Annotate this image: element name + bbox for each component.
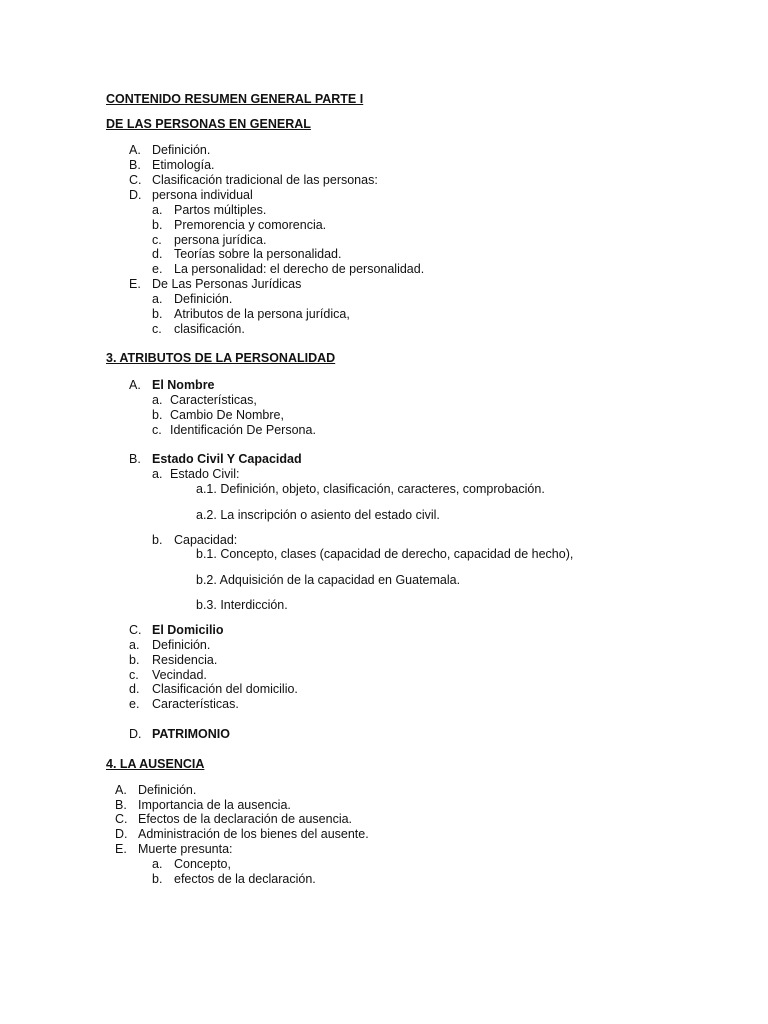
sublist-item: Características, xyxy=(170,393,257,407)
section-heading-ausencia: 4. LA AUSENCIA xyxy=(106,757,205,771)
list-marker: C. xyxy=(129,623,142,637)
sublist-marker: c. xyxy=(152,322,162,336)
sublist-item: Características. xyxy=(152,697,239,711)
sublist-marker: c. xyxy=(129,668,139,682)
sublist-item: efectos de la declaración. xyxy=(174,872,316,886)
sublist-marker: e. xyxy=(152,262,163,276)
list-marker: B. xyxy=(129,452,141,466)
sublist-marker: a. xyxy=(129,638,140,652)
list-marker: D. xyxy=(129,188,142,202)
list-marker: E. xyxy=(129,277,141,291)
sublist-item: Residencia. xyxy=(152,653,218,667)
sublist-marker: b. xyxy=(152,307,163,321)
list-item: De Las Personas Jurídicas xyxy=(152,277,302,291)
sublist-item: persona jurídica. xyxy=(174,233,267,247)
sublist-item: clasificación. xyxy=(174,322,245,336)
list-marker: E. xyxy=(115,842,127,856)
subheading-domicilio: El Domicilio xyxy=(152,623,224,637)
list-marker: C. xyxy=(115,812,128,826)
sublist-marker: d. xyxy=(129,682,140,696)
subheading-patrimonio: PATRIMONIO xyxy=(152,727,231,741)
sublist-item: Definición. xyxy=(152,638,211,652)
sublist-marker: b. xyxy=(152,218,163,232)
sublist-marker: c. xyxy=(152,423,162,437)
sublist-item: Partos múltiples. xyxy=(174,203,267,217)
detail-item: a.1. Definición, objeto, clasificación, caracteres, comprobación. xyxy=(196,482,545,496)
sublist-item: Identificación De Persona. xyxy=(170,423,316,437)
detail-item: b.1. Concepto, clases (capacidad de derecho, capacidad de hecho), xyxy=(196,547,574,561)
section-heading-atributos: 3. ATRIBUTOS DE LA PERSONALIDAD xyxy=(106,351,336,365)
list-item: Muerte presunta: xyxy=(138,842,233,856)
list-marker: D. xyxy=(115,827,128,841)
sublist-marker: a. xyxy=(152,292,163,306)
list-item: Importancia de la ausencia. xyxy=(138,798,291,812)
subheading-estado-civil: Estado Civil Y Capacidad xyxy=(152,452,302,466)
sublist-item: La personalidad: el derecho de personalidad. xyxy=(174,262,425,276)
sublist-item: Definición. xyxy=(174,292,233,306)
sublist-item: Vecindad. xyxy=(152,668,207,682)
list-marker: C. xyxy=(129,173,142,187)
sublist-marker: d. xyxy=(152,247,163,261)
list-marker: A. xyxy=(115,783,127,797)
sublist-marker: a. xyxy=(152,203,163,217)
sublist-marker: c. xyxy=(152,233,162,247)
detail-item: a.2. La inscripción o asiento del estado civil. xyxy=(196,508,440,522)
list-item: Definición. xyxy=(152,143,211,157)
list-marker: D. xyxy=(129,727,142,741)
list-item: persona individual xyxy=(152,188,253,202)
sublist-item: Cambio De Nombre, xyxy=(170,408,284,422)
section-heading-personas: DE LAS PERSONAS EN GENERAL xyxy=(106,117,311,131)
sublist-item: Estado Civil: xyxy=(170,467,240,481)
sublist-marker: a. xyxy=(152,393,163,407)
sublist-marker: b. xyxy=(152,408,163,422)
sublist-item: Atributos de la persona jurídica, xyxy=(174,307,350,321)
list-marker: A. xyxy=(129,378,141,392)
list-item: Definición. xyxy=(138,783,197,797)
list-item: Clasificación tradicional de las personas: xyxy=(152,173,378,187)
list-item: Administración de los bienes del ausente. xyxy=(138,827,369,841)
sublist-marker: b. xyxy=(129,653,140,667)
list-marker: B. xyxy=(129,158,141,172)
sublist-marker: b. xyxy=(152,533,163,547)
list-marker: B. xyxy=(115,798,127,812)
sublist-marker: a. xyxy=(152,857,163,871)
sublist-item: Concepto, xyxy=(174,857,231,871)
sublist-item: Premorencia y comorencia. xyxy=(174,218,327,232)
list-item: Efectos de la declaración de ausencia. xyxy=(138,812,353,826)
sublist-item: Teorías sobre la personalidad. xyxy=(174,247,342,261)
sublist-item: Clasificación del domicilio. xyxy=(152,682,298,696)
sublist-marker: a. xyxy=(152,467,163,481)
sublist-marker: b. xyxy=(152,872,163,886)
list-item: Etimología. xyxy=(152,158,215,172)
detail-item: b.3. Interdicción. xyxy=(196,598,288,612)
detail-item: b.2. Adquisición de la capacidad en Guatemala. xyxy=(196,573,461,587)
sublist-marker: e. xyxy=(129,697,140,711)
document-title: CONTENIDO RESUMEN GENERAL PARTE I xyxy=(106,92,364,106)
subheading-nombre: El Nombre xyxy=(152,378,215,392)
list-marker: A. xyxy=(129,143,141,157)
sublist-item: Capacidad: xyxy=(174,533,238,547)
